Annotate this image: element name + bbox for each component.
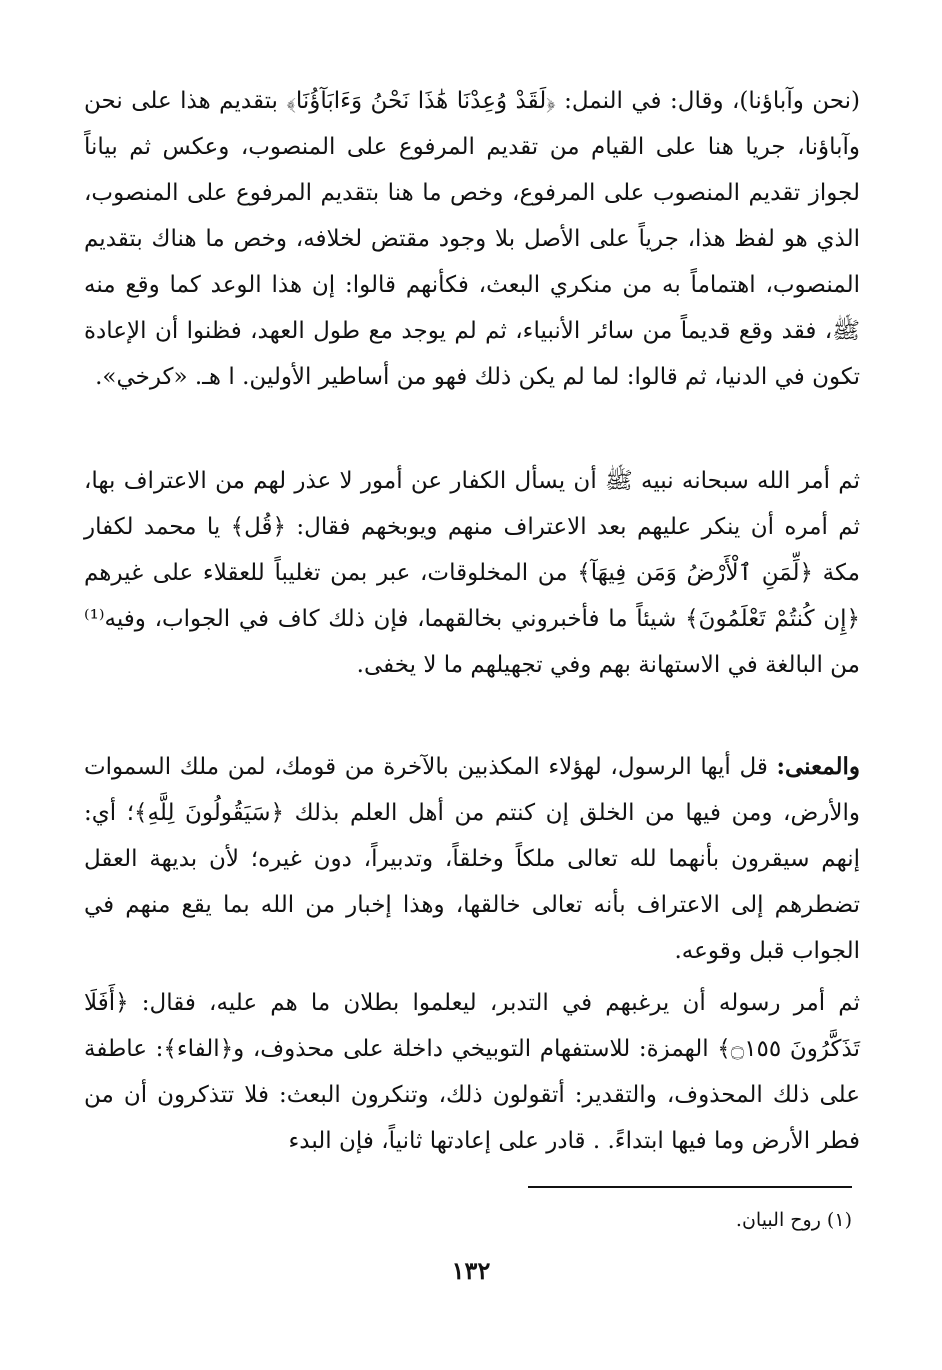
paragraph-3-lead: والمعنى: xyxy=(776,753,860,780)
footnote-divider xyxy=(528,1186,852,1188)
page-number: ١٣٢ xyxy=(451,1256,491,1285)
paragraph-4 xyxy=(84,980,860,1164)
paragraph-1-text: (نحن وآباؤنا)، وقال: في النمل: ﴿لَقَدْ وُعِدْنَا هَٰذَا نَحْنُ وَءَابَآؤُنَا﴾ بتقديم هذا على نحن وآباؤنا، جريا هنا على القيام من تقديم المرفوع على المنصوب، وعكس ثم بياناً لجواز تقديم المنصوب على المرفوع، وخص ما هنا بتقديم المرفوع على المنصوب، الذي هو لفظ هذا، جرياً على الأصل بلا وجود مقتض لخلافه، وخص ما هناك بتقديم المنصوب، اهتماماً به من منكري البعث، فكأنهم قالوا: إن هذا الوعد كما وقع منه ﷺ، فقد وقع قديماً من سائر الأنبياء، ثم لم يوجد مع طول العهد، فظنوا أن الإعادة تكون في الدنيا، ثم قالوا: لما لم يكن ذلك فهو من أساطير الأولين. ا هـ. «كرخي». xyxy=(84,88,860,390)
footnote: (١) روح البيان. xyxy=(735,1209,852,1231)
paragraph-1 xyxy=(84,78,860,400)
paragraph-3-text: قل أيها الرسول، لهؤلاء المكذبين بالآخرة من قومك، لمن ملك السموات والأرض، ومن فيها من الخلق إن كنتم من أهل العلم بذلك ﴿سَيَقُولُونَ لِلَّهِ﴾؛ أي: إنهم سيقرون بأنهما لله تعالى ملكاً وخلقاً، وتدبيراً، دون غيره؛ لأن بديهة العقل تضطرهم إلى الاعتراف بأنه تعالى خالقها، وهذا إخبار من الله بما يقع منهم في الجواب قبل وقوعه. xyxy=(84,754,860,964)
paragraph-4-text: ثم أمر رسوله أن يرغبهم في التدبر، ليعلموا بطلان ما هم عليه، فقال: ﴿أَفَلَا تَذَكَّرُونَ ۝١٥٥﴾ الهمزة: للاستفهام التوبيخي داخلة على محذوف، و﴿الفاء﴾: عاطفة على ذلك المحذوف، والتقدير: أتقولون ذلك، وتنكرون البعث: فلا تتذكرون أن من فطر الأرض وما فيها ابتداءً. . قادر على إعادتها ثانياً، فإن البدء xyxy=(84,990,860,1154)
paragraph-2 xyxy=(84,458,860,688)
paragraph-2-text: ثم أمر الله سبحانه نبيه ﷺ أن يسأل الكفار عن أمور لا عذر لهم من الاعتراف بها، ثم أمره أن ينكر عليهم بعد الاعتراف منهم ويوبخهم فقال: ﴿قُل﴾ يا محمد لكفار مكة ﴿لِّمَنِ ٱلْأَرْضُ وَمَن فِيهَآ﴾ من المخلوقات، عبر بمن تغليباً للعقلاء على غيرهم ﴿إِن كُنتُمْ تَعْلَمُونَ﴾ شيئاً ما فأخبروني بخالقهما، فإن ذلك كاف في الجواب، وفيه⁽¹⁾ من البالغة في الاستهانة بهم وفي تجهيلهم ما لا يخفى. xyxy=(84,468,860,678)
paragraph-3 xyxy=(84,744,860,974)
